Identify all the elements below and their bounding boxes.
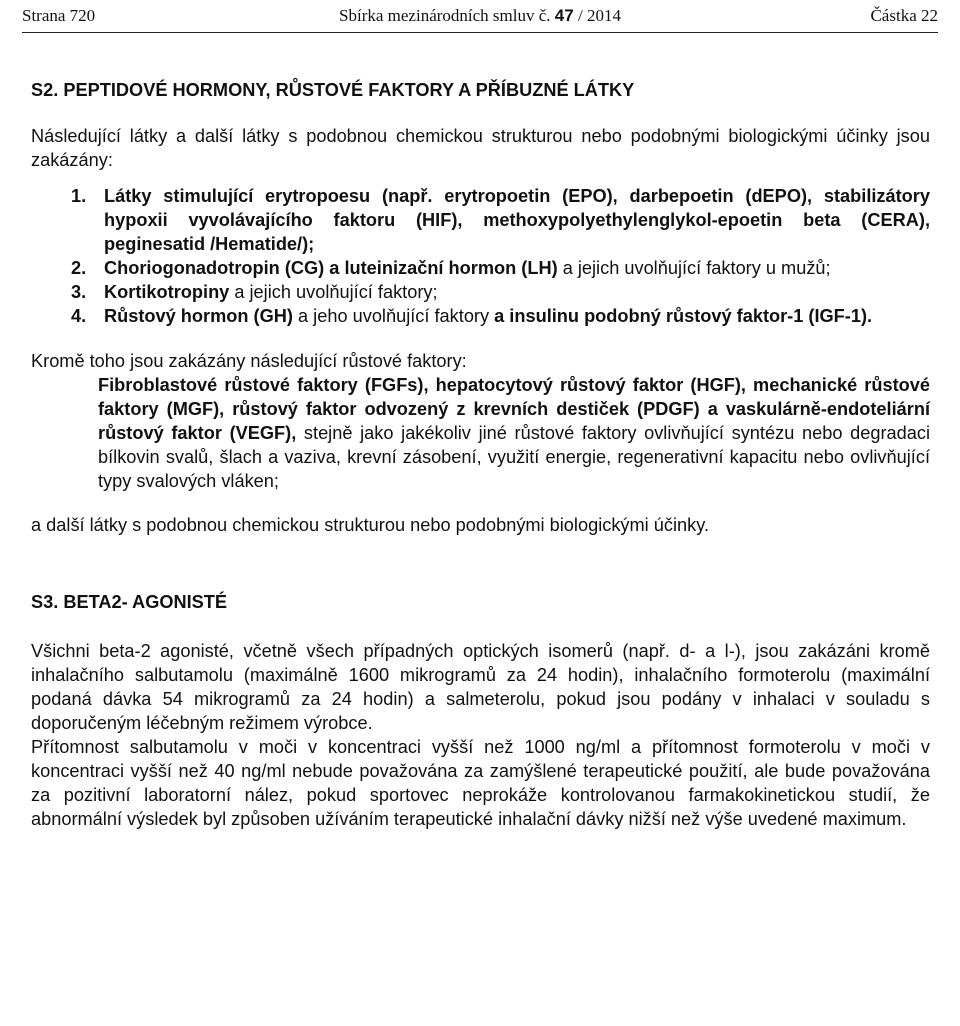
page-header [22,0,938,33]
list-item-bold-text: Látky stimulující erytropoesu (např. erytropoetin (EPO), darbepoetin (dEPO), stabilizátory hypoxii vyvolávajícího faktoru (HIF), methoxypolyethylenglykol-epoetin beta (CERA), peginesatid /Hematide/); [104,186,930,254]
list-item-bold-text: Kortikotropiny [104,282,230,302]
list-item-number: 3. [71,282,87,302]
collection-prefix: Sbírka mezinárodních smluv č. [339,6,555,25]
section-s2-intro: Následující látky a další látky s podobnou chemickou strukturou nebo podobnými biologickými účinky jsou zakázány: [31,126,930,170]
collection-suffix: / 2014 [573,6,621,25]
document-body [31,78,930,831]
list-item-bold-text: Růstový hormon (GH) [104,306,293,326]
part-number: Částka 22 [870,6,938,25]
section-s2-closing: a další látky s podobnou chemickou strukturou nebo podobnými biologickými účinky. [31,515,710,535]
section-s2-title: S2. PEPTIDOVÉ HORMONY, RŮSTOVÉ FAKTORY A PŘÍBUZNÉ LÁTKY [31,80,635,100]
section-s3-title: S3. BETA2- AGONISTÉ [31,592,228,612]
collection-title [22,6,938,26]
growth-factors-paragraph [31,373,930,493]
growth-factors-bold: Fibroblastové růstové faktory (FGFs), hepatocytový růstový faktor (HGF), mechanické růstové faktory (MGF), růstový faktor odvozený z krevních destiček (PDGF) a vaskulárně-endoteliární růstový faktor (VEGF), [98,375,930,443]
growth-factors-text: stejně jako jakékoliv jiné růstové faktory ovlivňující syntézu nebo degradaci bílkovin svalů, šlach a vaziva, krevní zásobení, využití energie, regenerativní kapacitu nebo ovlivňující typy svalových vláken; [98,423,930,491]
growth-factors-intro: Kromě toho jsou zakázány následující růstové faktory: [31,351,467,371]
list-item-number: 4. [71,306,87,326]
list-item-bold-text: Choriogonadotropin (CG) a luteinizační hormon (LH) [104,258,558,278]
list-item-text: a jejich uvolňující faktory u mužů; [557,258,831,278]
list-item [31,304,930,328]
list-item-text: a jeho uvolňující faktory [292,306,495,326]
page-number: Strana 720 [22,6,96,25]
section-s3-paragraph-2: Přítomnost salbutamolu v moči v koncentraci vyšší než 1000 ng/ml a přítomnost formoterolu v moči v koncentraci vyšší než 40 ng/ml nebude považována za zamýšlené terapeutické použití, ale bude považována za pozitivní laboratorní nález, pokud sportovec neprokáže kontrolovanou farmakokinetickou studií, že abnormální výsledek byl způsoben užíváním terapeutické inhalační dávky nižší než výše uvedené maximum. [31,737,930,829]
list-item-number: 2. [71,258,87,278]
list-item [31,184,930,256]
list-item [31,256,930,280]
prohibited-list [31,184,930,328]
collection-number: 47 [554,6,574,25]
list-item-number: 1. [71,186,87,206]
section-s3-paragraph-1: Všichni beta-2 agonisté, včetně všech případných optických isomerů (např. d- a l-), jsou zakázáni kromě inhalačního salbutamolu (maximálně 1600 mikrogramů za 24 hodin), inhalačního formoterolu (maximální podaná dávka 54 mikrogramů za 24 hodin) a salmeterolu, pokud jsou podány v inhalaci v souladu s doporučeným léčebným režimem výrobce. [31,641,930,733]
list-item [31,280,930,304]
list-item-bold-text-2: a insulinu podobný růstový faktor-1 (IGF-1). [494,306,873,326]
list-item-text: a jejich uvolňující faktory; [229,282,438,302]
